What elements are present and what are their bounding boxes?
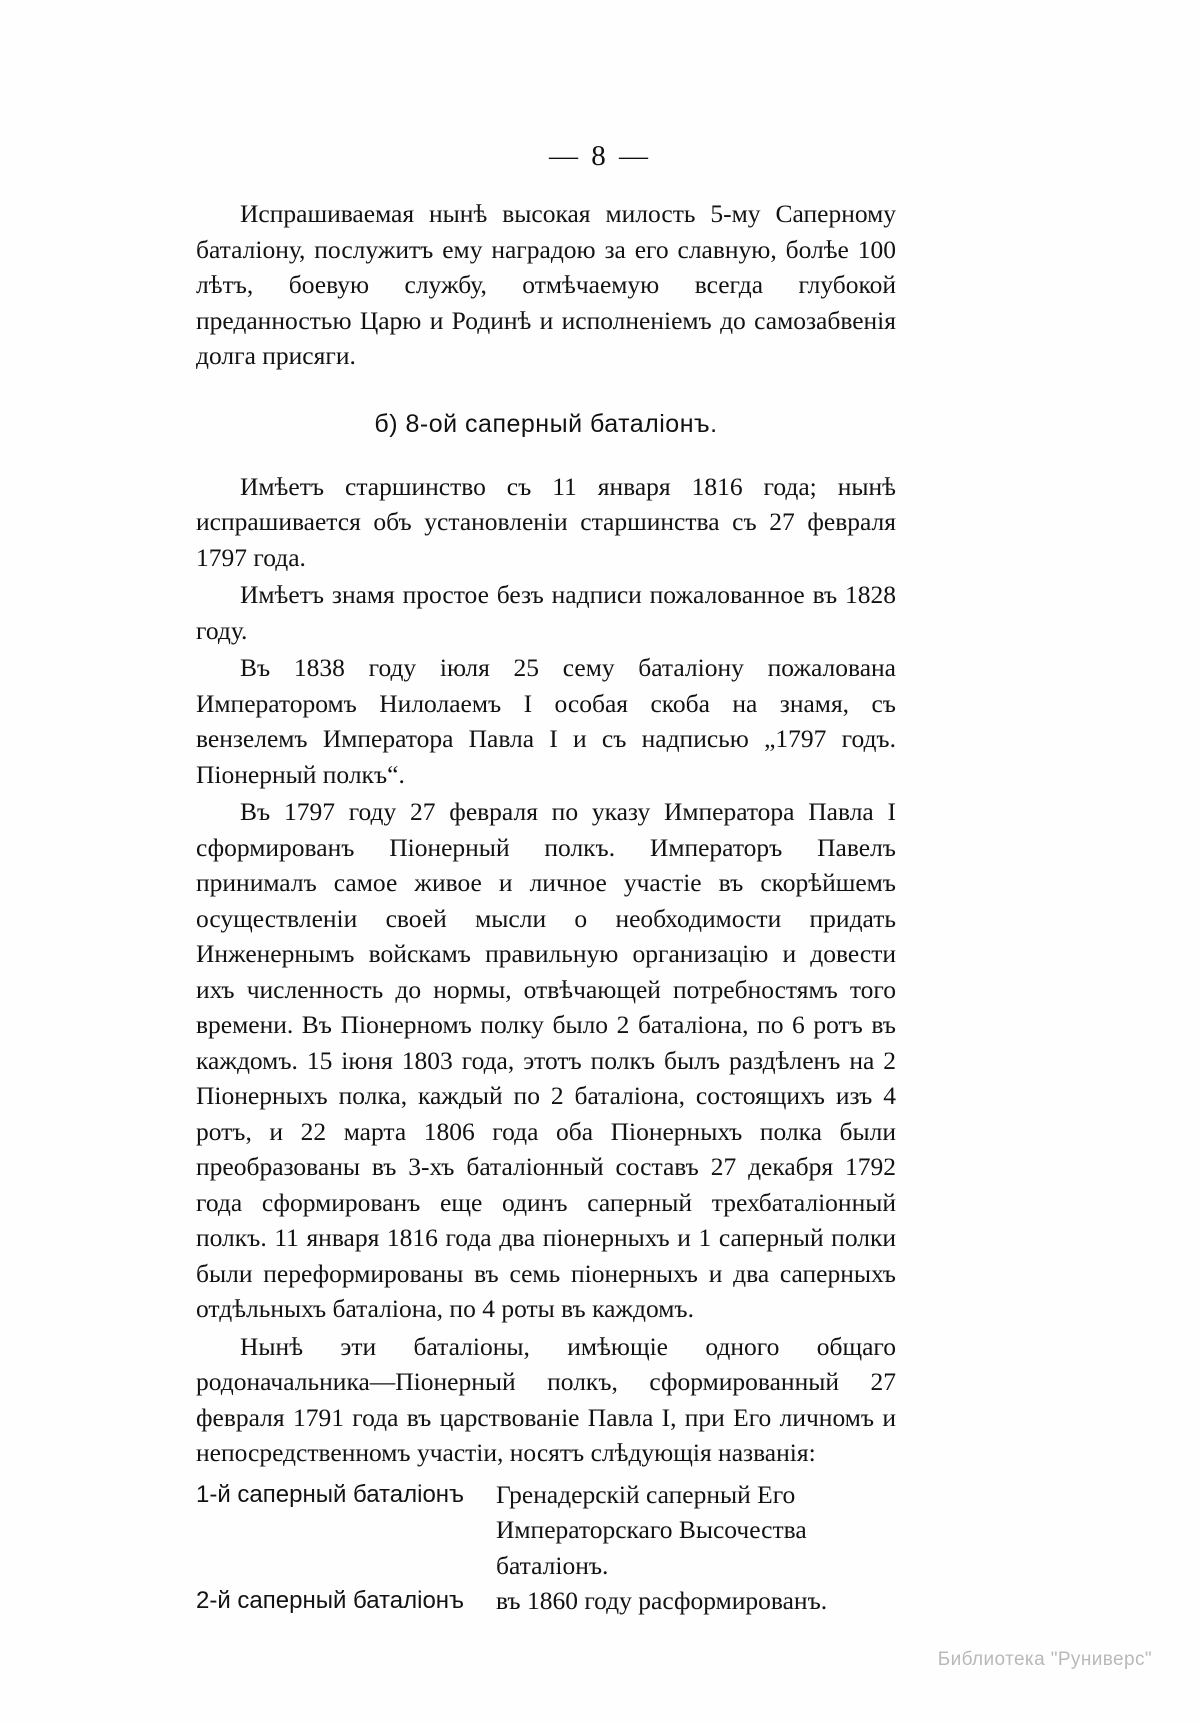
paragraph-history: Въ 1797 году 27 февраля по указу Императора Павла I сформированъ Пiонерный полкъ. Императоръ Павелъ принималъ самое живое и личное участiе въ скорѣйшемъ осуществленiи своей мысли о необходимости придать Инженернымъ войскамъ правильную организацiю и довести ихъ численность до нормы, отвѣчающей потребностямъ того времени. Въ Пiонерномъ полку было 2 баталiона, по 6 ротъ въ каждомъ. 15 iюня 1803 года, этотъ полкъ былъ раздѣленъ на 2 Пiонерныхъ полка, каждый по 2 баталiона, состоящихъ изъ 4 ротъ, и 22 марта 1806 года оба Пiонерныхъ полка были преобразованы въ 3-хъ баталiонный составъ 27 декабря 1792 года сформированъ еще одинъ саперный трехбаталiонный полкъ. 11 января 1816 года два пiонерныхъ и 1 саперный полки были переформированы въ семь пiонерныхъ и два саперныхъ отдѣльныхъ баталiона, по 4 роты въ каждомъ. bbox=[196, 797, 896, 1323]
list-item bbox=[196, 1583, 896, 1619]
paragraph-names-intro: Нынѣ эти баталiоны, имѣющiе одного общаго родоначальника—Пiонерный полкъ, сформированный 27 февраля 1791 года въ царствованiе Павла I, при Его личномъ и непосредственномъ участiи, носятъ слѣдующiя названiя: bbox=[196, 1331, 896, 1467]
battalion-value bbox=[496, 1477, 896, 1584]
battalion-value-line: Императорскаго Высочества bbox=[496, 1515, 807, 1544]
paragraph-seniority: Имѣетъ старшинство съ 11 января 1816 года; нынѣ испрашивается объ установленiи старшинства съ 27 февраля 1797 года. bbox=[196, 471, 896, 572]
page-content bbox=[196, 196, 896, 1619]
paragraph-banner: Имѣетъ знамя простое безъ надписи пожалованное въ 1828 году. bbox=[196, 580, 896, 645]
battalion-value-line: баталiонъ. bbox=[496, 1550, 609, 1580]
battalion-value-line: Гренадерскiй саперный Его bbox=[496, 1479, 796, 1509]
battalion-label: 1-й саперный баталiонъ bbox=[196, 1480, 465, 1508]
paragraph-clasp: Въ 1838 году iюля 25 сему баталiону пожалована Императоромъ Нилолаемъ I особая скоба на знамя, съ вензелемъ Императора Павла I и съ надписью „1797 годъ. Пiонерный полкъ“. bbox=[196, 653, 896, 789]
page-number: — 8 — bbox=[549, 140, 651, 172]
battalion-value bbox=[496, 1583, 896, 1619]
battalion-list bbox=[196, 1477, 896, 1619]
list-item bbox=[196, 1477, 896, 1584]
battalion-label: 2-й саперный баталiонъ bbox=[196, 1587, 465, 1614]
battalion-value-line: въ 1860 году расформированъ. bbox=[496, 1586, 828, 1615]
section-heading: б) 8-ой саперный баталiонъ. bbox=[374, 409, 718, 438]
paragraph-intro: Испрашиваемая нынѣ высокая милость 5-му Саперному баталiону, послужитъ ему наградою за его славную, болѣе 100 лѣтъ, боевую службу, отмѣчаемую всегда глубокой преданностью Царю и Родинѣ и исполненiемъ до самозабвенiя долга присяги. bbox=[196, 199, 896, 370]
library-watermark: Библиотека "Руниверс" bbox=[937, 1649, 1152, 1670]
